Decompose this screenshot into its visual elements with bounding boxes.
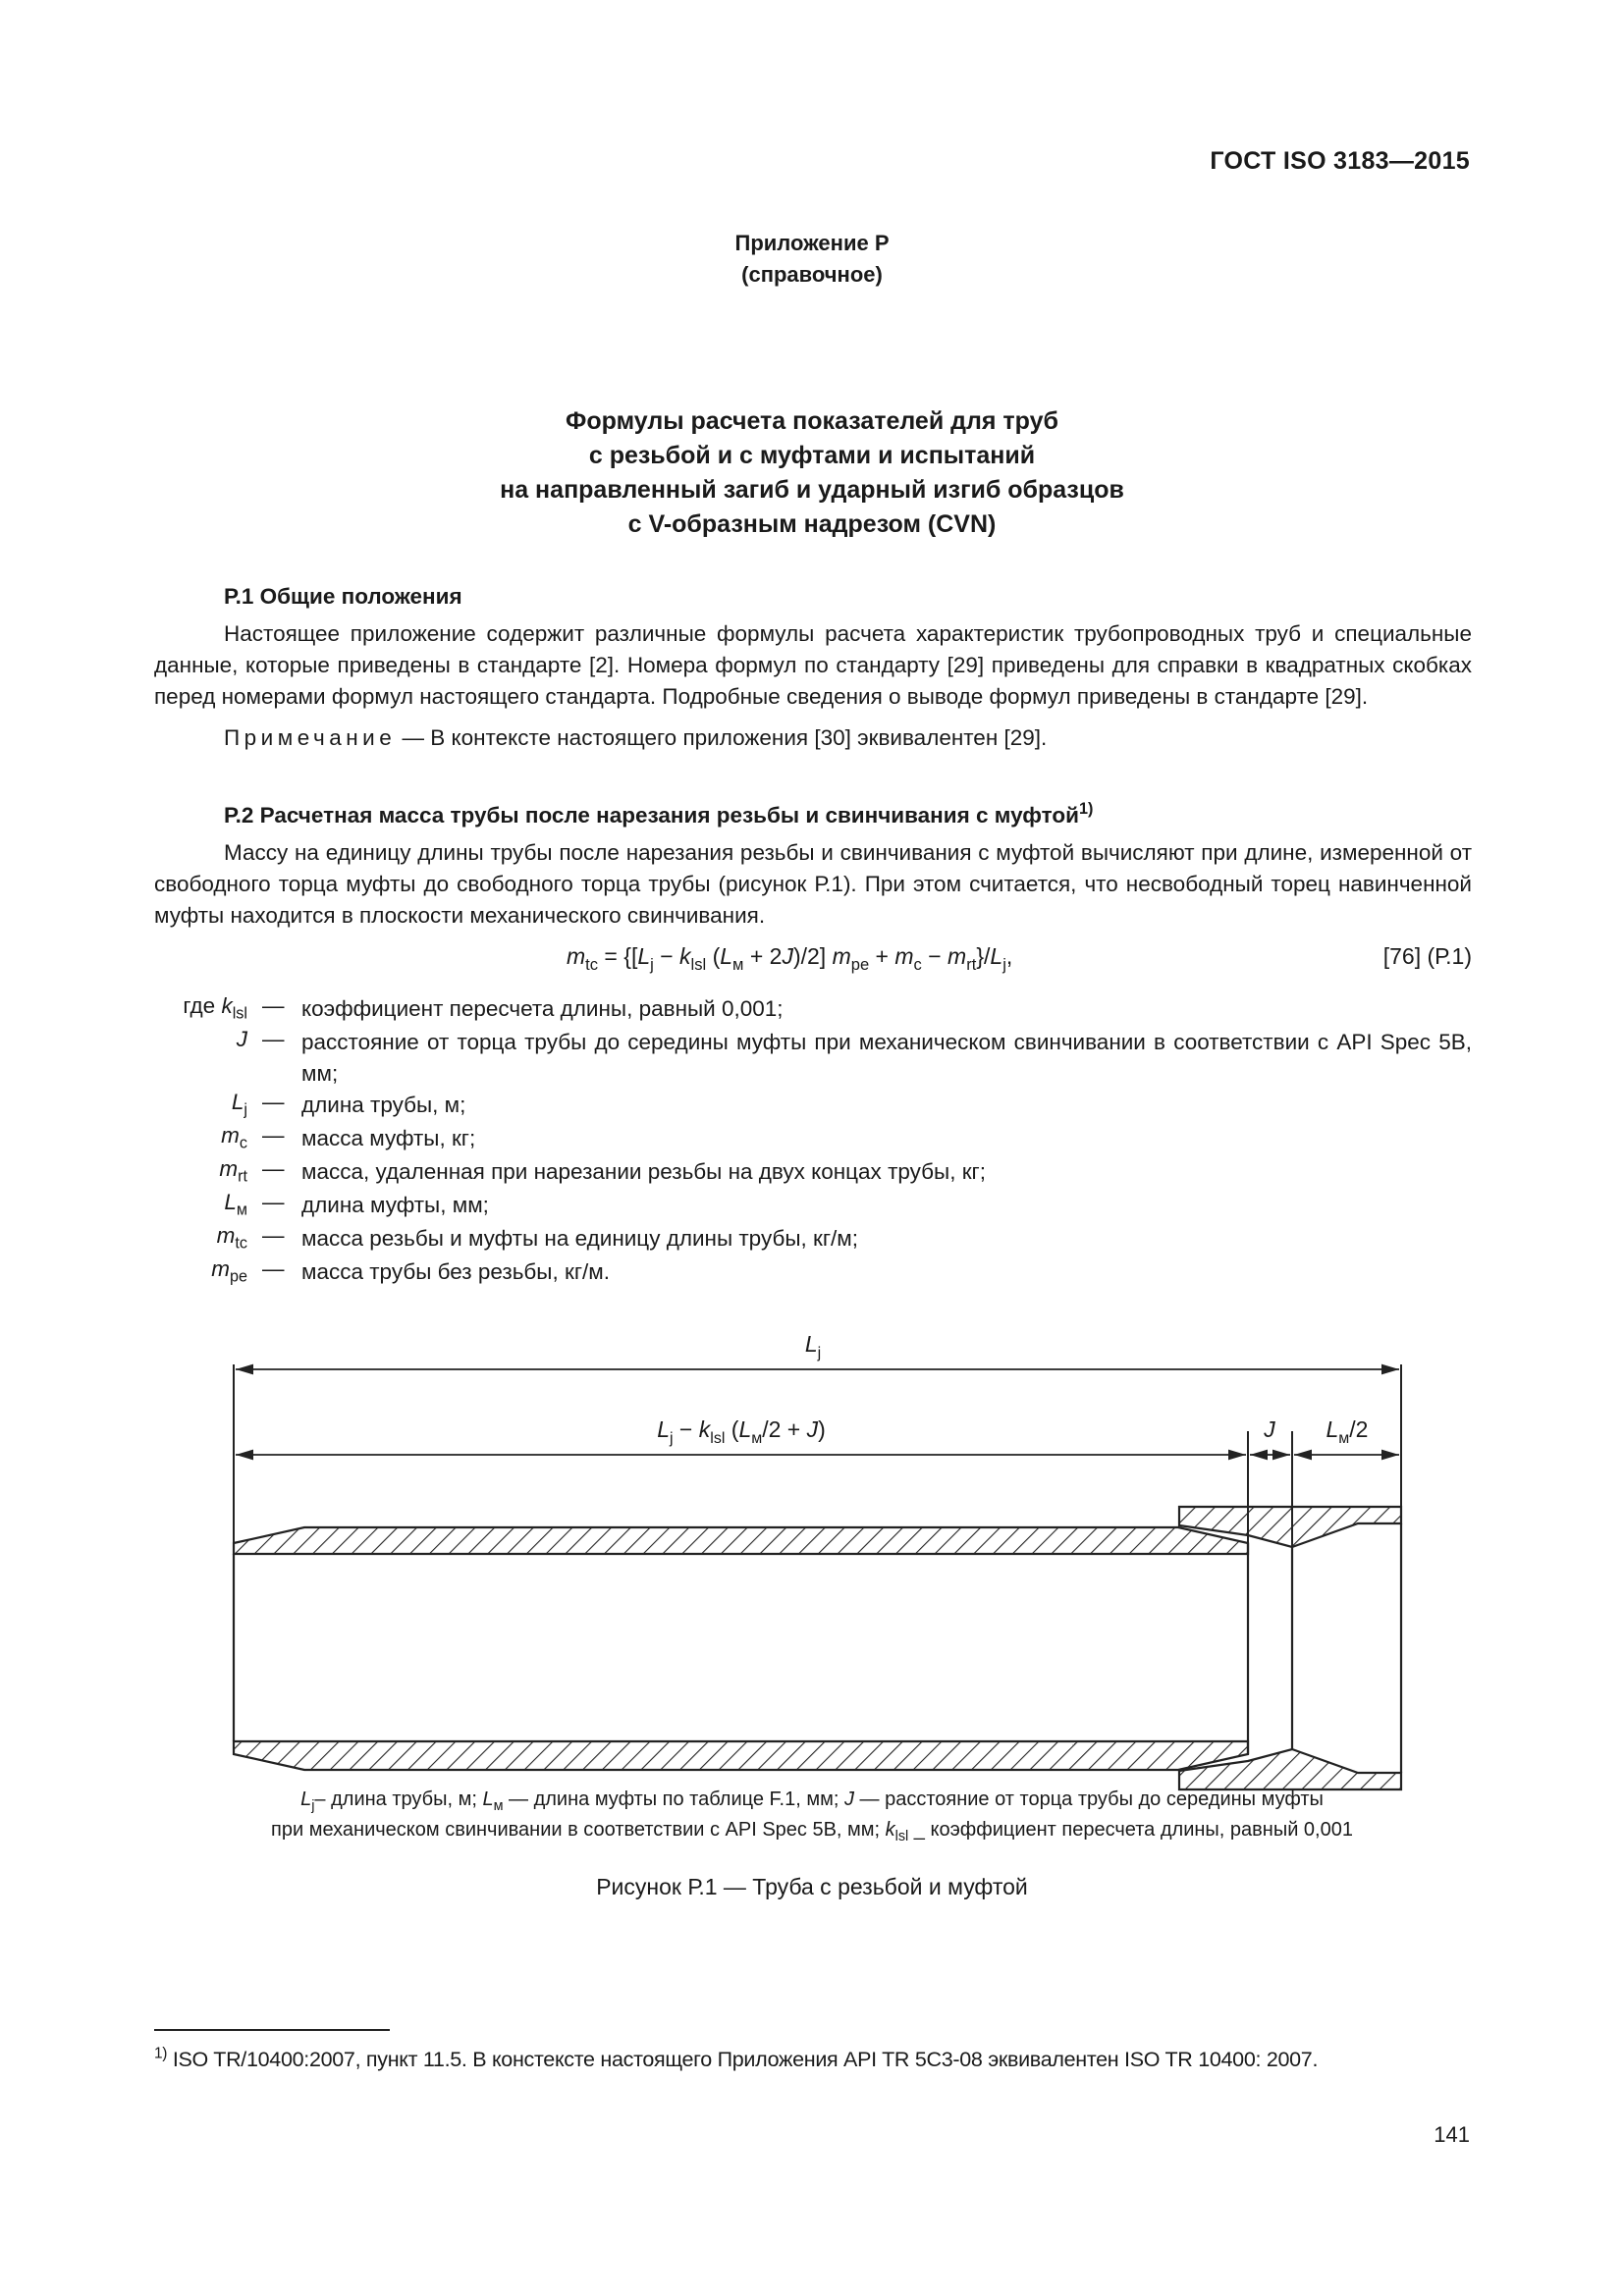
legend-line-1: $L_j-$ длина трубы, м; $L_м$ — длина муфты по таблице F.1, мм; J — расстояние от торца трубы до середины муфты: [300, 1789, 1324, 1815]
definition-symbol: где $k_{lsl}$: [183, 993, 247, 1023]
footnote-text: ISO TR/10400:2007, пункт 11.5. В констексте настоящего Приложения API TR 5C3-08 эквивалентен ISO TR 10400: 2007.: [167, 2048, 1319, 2071]
definition-symbol: $m_{rt}$: [219, 1156, 247, 1186]
definition-item: $m_{pe}$ — масса трубы без резьбы, кг/м.: [154, 1256, 1472, 1290]
pipe-lower-wall: [234, 1741, 1248, 1770]
definition-symbol: J: [236, 1027, 247, 1051]
definition-text: коэффициент пересчета длины, равный 0,001;: [301, 996, 784, 1021]
appendix-title: [0, 404, 1624, 542]
label-total-length: $L_j$: [804, 1331, 822, 1362]
section-1-note: [154, 722, 1472, 754]
section-2-body: [154, 837, 1472, 932]
label-half-coupling: $L_м/2$: [1326, 1416, 1369, 1447]
definition-item: $L_j$ — длина трубы, м;: [154, 1090, 1472, 1123]
definition-text: длина трубы, м;: [301, 1093, 466, 1117]
definition-symbol: $m_{tc}$: [216, 1223, 247, 1253]
section-1-paragraph: Настоящее приложение содержит различные формулы расчета характеристик трубопроводных труб и специальные данные, которые приведены в стандарте [2]. Номера формул по стандарту [29] приведены для справки в квадратных скобках перед номерами формул настоящего стандарта. Подробные сведения о выводе формул приведены в стандарте [29].: [154, 621, 1472, 709]
definition-symbol: $m_{pe}$: [211, 1256, 247, 1286]
figure-legend: [0, 1785, 1624, 1845]
footnote: [154, 2044, 1472, 2075]
section-1-heading: Р.1 Общие положения: [224, 584, 462, 609]
title-line-2: с резьбой и с муфтами и испытаний: [588, 442, 1036, 469]
definition-item: $m_{rt}$ — масса, удаленная при нарезании резьбы на двух концах трубы, кг;: [154, 1156, 1472, 1190]
definition-text: масса муфты, кг;: [301, 1126, 476, 1150]
legend-line-2: при механическом свинчивании в соответствии с API Spec 5B, мм; $k_{lsl}$ _ коэффициент пересчета длины, равный 0,001: [271, 1819, 1353, 1845]
formula-expression: $m_{tc} = \{[L_j - k_{lsl}$ $(L_м + 2J)/2$] $m_{pe} + m_c - m_{rt}\}/L_j$,: [567, 943, 1013, 974]
definition-symbol: $L_м$: [224, 1190, 247, 1219]
definition-item: $m_{tc}$ — масса резьбы и муфты на единицу длины трубы, кг/м;: [154, 1223, 1472, 1256]
definition-text: длина муфты, мм;: [301, 1193, 489, 1217]
label-J: J: [1264, 1416, 1275, 1442]
threaded-pipe-figure: [0, 1306, 1624, 1796]
appendix-label: Приложение Р: [734, 231, 890, 255]
footnote-ref: 1): [1079, 800, 1094, 819]
definition-symbol: $m_c$: [221, 1123, 247, 1152]
title-line-1: Формулы расчета показателей для труб: [566, 407, 1058, 435]
footnote-marker: 1): [154, 2045, 168, 2062]
definition-item: где $k_{lsl}$ — коэффициент пересчета длины, равный 0,001;: [154, 993, 1472, 1027]
definition-text: расстояние от торца трубы до середины муфты при механическом свинчивании в соответствии с API Spec 5B, мм;: [301, 1030, 1472, 1086]
definition-item: $L_м$ — длина муфты, мм;: [154, 1190, 1472, 1223]
formula-number: [76] (Р.1): [1382, 943, 1472, 969]
pipe-upper-wall: [234, 1527, 1248, 1554]
figure-title: Рисунок Р.1 — Труба с резьбой и муфтой: [596, 1874, 1028, 1899]
appendix-heading: [0, 228, 1624, 291]
standard-header: ГОСТ ISO 3183—2015: [1210, 147, 1470, 175]
title-line-3: на направленный загиб и ударный изгиб образцов: [500, 476, 1124, 504]
section-2-heading-text: Р.2 Расчетная масса трубы после нарезания резьбы и свинчивания с муфтой: [224, 803, 1079, 828]
definition-text: масса резьбы и муфты на единицу длины трубы, кг/м;: [301, 1226, 859, 1251]
footnote-separator: [154, 2029, 390, 2031]
section-2-heading: [224, 800, 1094, 828]
note-label: Примечание: [224, 725, 397, 750]
label-engaged-length: $L_j - k_{lsl}$ $(L_м/2 + J)$: [657, 1416, 826, 1447]
definition-item: $m_c$ — масса муфты, кг;: [154, 1123, 1472, 1156]
section-2-paragraph: Массу на единицу длины трубы после нарезания резьбы и свинчивания с муфтой вычисляют при длине, измеренной от свободного торца муфты до свободного торца трубы (рисунок Р.1). При этом считается, что несвободный торец навинченной муфты находится в плоскости механического свинчивания.: [154, 840, 1472, 928]
definition-item: J — расстояние от торца трубы до середины муфты при механическом свинчивании в соответствии с API Spec 5B, мм;: [154, 1027, 1472, 1090]
appendix-type: (справочное): [741, 262, 883, 287]
note-text: — В контексте настоящего приложения [30] эквивалентен [29].: [396, 725, 1048, 750]
definitions-list: [154, 993, 1472, 1290]
definition-text: масса, удаленная при нарезании резьбы на двух концах трубы, кг;: [301, 1159, 986, 1184]
definition-symbol: $L_j$: [231, 1090, 247, 1119]
title-line-4: с V-образным надрезом (CVN): [627, 510, 997, 538]
page-number: 141: [1434, 2122, 1470, 2147]
definition-text: масса трубы без резьбы, кг/м.: [301, 1259, 611, 1284]
section-1-body: [154, 618, 1472, 754]
